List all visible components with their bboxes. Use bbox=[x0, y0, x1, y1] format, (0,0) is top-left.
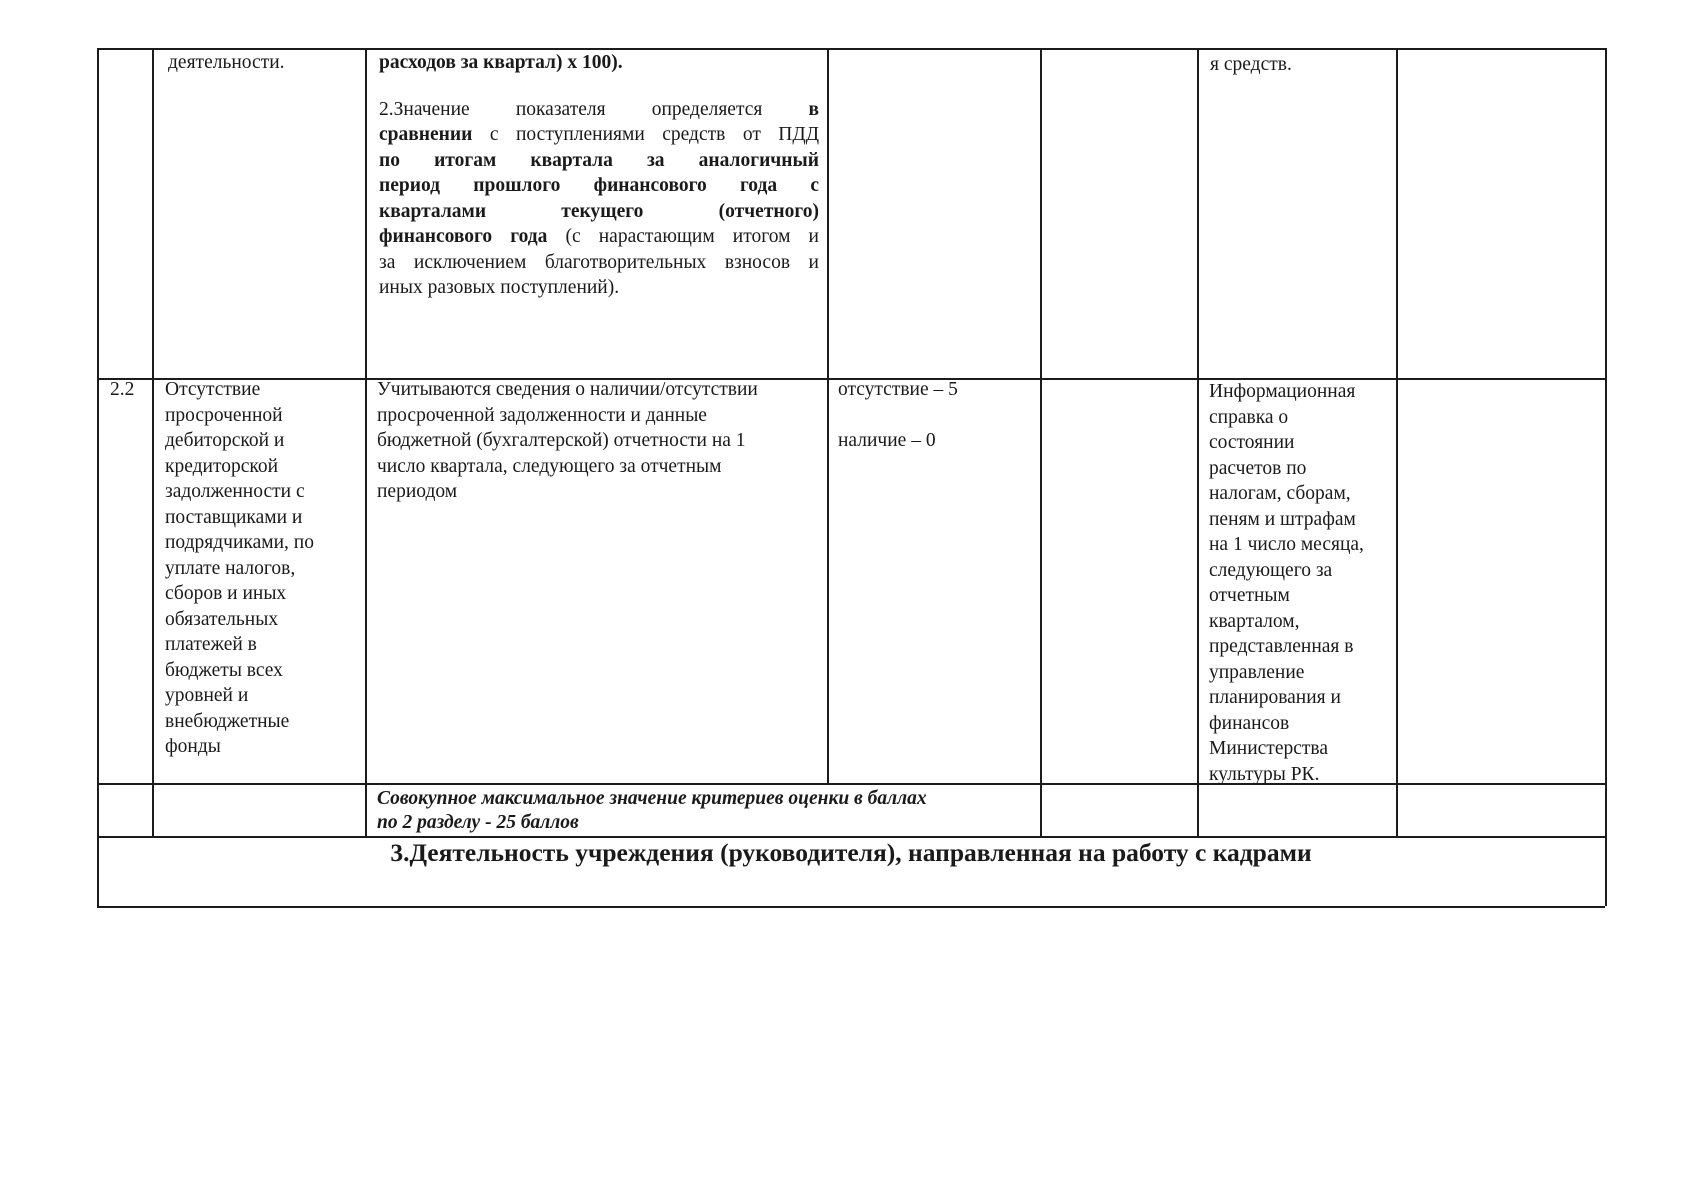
source-line: Министерства bbox=[1209, 738, 1329, 759]
total-line: по 2 разделу - 25 баллов bbox=[377, 812, 579, 833]
source-line: отчетным bbox=[1209, 585, 1290, 606]
description-text: за исключением благотворительных взносов и bbox=[379, 251, 819, 273]
source-line: следующего за bbox=[1209, 559, 1333, 581]
name-line: задолженности с bbox=[165, 481, 305, 502]
table-bottom-border bbox=[97, 906, 1605, 908]
column-divider bbox=[827, 48, 829, 784]
description-line: бюджетной (бухгалтерской) отчетности на 1 bbox=[377, 430, 746, 451]
description-bold-text: кварталами текущего (отчетного) bbox=[379, 200, 819, 222]
description-text: (с нарастающим итогом и bbox=[547, 226, 819, 247]
description-bold-text: по итогам квартала за аналогичный bbox=[379, 149, 819, 171]
name-line: платежей в bbox=[165, 634, 257, 655]
section-3-title-text: 3.Деятельность учреждения (руководителя), направленная на работу с кадрами bbox=[390, 838, 1312, 867]
table-right-border bbox=[1605, 48, 1607, 906]
description-line bbox=[379, 199, 819, 225]
column-divider bbox=[365, 48, 367, 837]
source-line: финансов bbox=[1209, 712, 1290, 734]
description-line bbox=[379, 250, 819, 276]
source-line: планирования и bbox=[1209, 687, 1341, 708]
description-line: просроченной задолженности и данные bbox=[377, 404, 707, 426]
name-line: фонды bbox=[165, 736, 221, 757]
description-line: число квартала, следующего за отчетным bbox=[377, 455, 722, 477]
source-line: расчетов по bbox=[1209, 457, 1307, 479]
name-line: уровней и bbox=[165, 685, 249, 706]
information-source bbox=[1209, 379, 1394, 787]
description-bold-text: финансового года bbox=[379, 226, 548, 247]
source-line: кварталом, bbox=[1209, 610, 1300, 632]
total-line: Совокупное максимальное значение критериев оценки в баллах bbox=[377, 788, 927, 809]
description-line bbox=[379, 122, 819, 148]
name-line: Отсутствие bbox=[165, 379, 261, 400]
description-bold-text: сравнении bbox=[379, 124, 473, 145]
source-tail-text: я средств. bbox=[1210, 54, 1292, 75]
criterion-description-continued bbox=[379, 50, 819, 301]
description-line bbox=[379, 224, 819, 250]
criterion-name-tail bbox=[168, 50, 358, 76]
row-number bbox=[110, 377, 134, 403]
description-bold-text: период прошлого финансового года с bbox=[379, 175, 819, 196]
description-line bbox=[379, 275, 819, 301]
table-left-border bbox=[97, 48, 99, 906]
description-text: 2.Значение показателя определяется bbox=[379, 98, 809, 120]
score-values bbox=[838, 377, 1034, 453]
description-line bbox=[379, 97, 819, 123]
column-divider bbox=[1040, 48, 1042, 837]
description-bold-text: расходов за квартал) х 100). bbox=[379, 52, 623, 73]
source-line: представленная в bbox=[1209, 636, 1354, 657]
description-line bbox=[379, 173, 819, 199]
name-line: дебиторской и bbox=[165, 430, 285, 451]
criterion-description bbox=[377, 377, 822, 505]
source-line: пеням и штрафам bbox=[1209, 508, 1356, 530]
source-line: управление bbox=[1209, 661, 1305, 683]
criterion-name-tail-text: деятельности. bbox=[168, 52, 285, 73]
source-line: культуры РК. bbox=[1209, 763, 1320, 785]
description-text: иных разовых поступлений). bbox=[379, 277, 620, 298]
column-divider bbox=[152, 48, 154, 837]
source-line: Информационная bbox=[1209, 381, 1356, 402]
source-line: на 1 число месяца, bbox=[1209, 534, 1364, 555]
source-line: справка о bbox=[1209, 406, 1289, 428]
source-tail bbox=[1210, 52, 1390, 78]
name-line: внебюджетные bbox=[165, 710, 290, 732]
score-absent: отсутствие – 5 bbox=[838, 379, 958, 400]
column-divider bbox=[1396, 48, 1398, 837]
column-divider bbox=[1197, 48, 1199, 837]
name-line: сборов и иных bbox=[165, 583, 287, 604]
section-3-title bbox=[97, 840, 1605, 866]
score-present: наличие – 0 bbox=[838, 429, 936, 451]
source-line: состоянии bbox=[1209, 432, 1295, 453]
name-line: подрядчиками, по bbox=[165, 532, 314, 553]
name-line: просроченной bbox=[165, 404, 283, 426]
source-line: налогам, сборам, bbox=[1209, 483, 1351, 504]
description-text: с поступлениями средств от ПДД bbox=[472, 124, 819, 145]
description-paragraph-2 bbox=[379, 97, 819, 301]
section-total bbox=[377, 787, 1027, 835]
name-line: бюджеты всех bbox=[165, 659, 283, 681]
description-line bbox=[379, 50, 819, 76]
name-line: кредиторской bbox=[165, 455, 279, 477]
description-bold-text: в bbox=[808, 98, 819, 120]
row-number-text: 2.2 bbox=[110, 379, 135, 400]
name-line: поставщиками и bbox=[165, 506, 303, 528]
description-line: Учитываются сведения о наличии/отсутствии bbox=[377, 379, 758, 400]
criterion-name bbox=[165, 377, 361, 760]
name-line: уплате налогов, bbox=[165, 557, 296, 579]
name-line: обязательных bbox=[165, 608, 279, 630]
description-line bbox=[379, 148, 819, 174]
description-line: периодом bbox=[377, 481, 458, 502]
